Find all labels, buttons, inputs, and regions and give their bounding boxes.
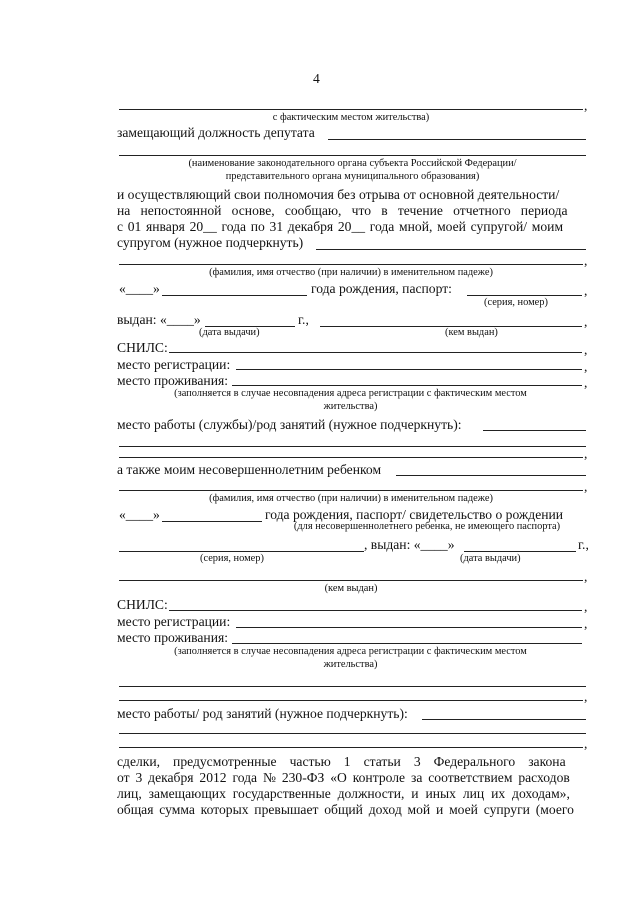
label-birth-passport: года рождения, паспорт: — [311, 281, 452, 296]
comma: , — [584, 479, 588, 494]
passport-series-field[interactable] — [467, 295, 582, 296]
fill-line[interactable] — [119, 733, 586, 734]
paragraph-line: и осуществляющий свои полномочия без отрыва от основной деятельности/ — [117, 187, 560, 202]
comma: , — [584, 736, 588, 751]
paragraph-line: супругом (нужное подчеркнуть) — [117, 235, 304, 250]
fill-line[interactable] — [119, 686, 586, 687]
child-birth-date-field[interactable] — [162, 521, 262, 522]
paragraph-line: от 3 декабря 2012 года № 230-ФЗ «О контроле за соответствием расходов — [117, 770, 570, 785]
child-residence-field[interactable] — [232, 643, 582, 644]
paragraph-line: лиц, замещающих государственные должности, и иных лиц их доходам», — [117, 786, 570, 801]
caption: (фамилия, имя отчество (при наличии) в именительном падеже) — [209, 267, 493, 278]
child-field[interactable] — [396, 475, 586, 476]
fill-line[interactable] — [119, 747, 583, 748]
caption: (серия, номер) — [484, 297, 548, 308]
child-issue-date-field[interactable] — [464, 551, 576, 552]
caption: (для несовершеннолетнего ребенка, не имеющего паспорта) — [293, 521, 561, 532]
child-issued-by-field[interactable] — [119, 580, 583, 581]
workplace-field[interactable] — [483, 430, 586, 431]
label-workplace: место работы (службы)/род занятий (нужное подчеркнуть): — [117, 417, 462, 432]
comma: , — [584, 253, 588, 268]
snils-field[interactable] — [169, 352, 582, 353]
comma: , — [584, 98, 588, 113]
caption: (кем выдан) — [324, 583, 378, 594]
caption: представительного органа муниципального образования) — [225, 171, 480, 182]
comma: , — [584, 569, 588, 584]
caption: (заполняется в случае несовпадения адреса регистрации с фактическим местом — [174, 646, 527, 657]
child-passport-series-field[interactable] — [119, 551, 364, 552]
label-registration: место регистрации: — [117, 357, 231, 372]
label-snils: СНИЛС: — [117, 597, 168, 612]
paragraph-line: на непостоянной основе, сообщаю, что в течение отчетного периода — [117, 203, 568, 218]
caption: (дата выдачи) — [460, 553, 521, 564]
workplace-field-line[interactable] — [119, 446, 586, 447]
fill-line[interactable] — [119, 155, 586, 156]
paragraph-line: общая сумма которых превышает общий доход мой и моей супруги (моего — [117, 802, 574, 817]
comma: , — [584, 446, 588, 461]
label-deputy-position: замещающий должность депутата — [117, 125, 315, 140]
caption: (серия, номер) — [200, 553, 264, 564]
comma: , — [584, 375, 588, 390]
birth-date-field[interactable] — [162, 295, 307, 296]
label-residence: место проживания: — [117, 630, 229, 645]
comma: , — [584, 314, 588, 329]
comma: , — [584, 359, 588, 374]
comma: , — [584, 283, 588, 298]
child-snils-field[interactable] — [169, 610, 582, 611]
caption: (заполняется в случае несовпадения адреса регистрации с фактическим местом — [174, 388, 527, 399]
label-year: г., — [298, 312, 309, 327]
caption: (наименование законодательного органа субъекта Российской Федерации/ — [188, 158, 517, 169]
fill-line[interactable] — [119, 700, 583, 701]
residence-field[interactable] — [232, 385, 582, 386]
caption: жительства) — [323, 659, 378, 670]
comma: , — [584, 689, 588, 704]
label-registration: место регистрации: — [117, 614, 231, 629]
caption: жительства) — [323, 401, 378, 412]
deputy-position-field[interactable] — [328, 139, 586, 140]
paragraph-line: сделки, предусмотренные частью 1 статьи 3 Федерального закона — [117, 754, 566, 769]
label-child: а также моим несовершеннолетним ребенком — [117, 462, 382, 477]
caption: (фамилия, имя отчество (при наличии) в именительном падеже) — [209, 493, 493, 504]
registration-field[interactable] — [236, 369, 582, 370]
spouse-name-field[interactable] — [119, 264, 583, 265]
caption: (дата выдачи) — [199, 327, 260, 338]
caption: (кем выдан) — [445, 327, 498, 338]
label-snils: СНИЛС: — [117, 340, 168, 355]
birth-day-field: «____» — [119, 281, 160, 296]
label-child-workplace: место работы/ род занятий (нужное подчеркнуть): — [117, 706, 408, 721]
child-workplace-field[interactable] — [422, 719, 586, 720]
workplace-field-line[interactable] — [119, 457, 583, 458]
child-registration-field[interactable] — [236, 627, 582, 628]
spouse-field[interactable] — [316, 249, 586, 250]
page-number: 4 — [313, 71, 320, 86]
label-child-birth-passport: года рождения, паспорт/ свидетельство о рождении — [265, 507, 564, 522]
comma: , — [584, 599, 588, 614]
label-child-issued: , выдан: «____» — [364, 537, 455, 552]
child-name-field[interactable] — [119, 490, 583, 491]
paragraph-line: с 01 января 20__ года по 31 декабря 20__ года мной, моей супругой/ моим — [117, 219, 564, 234]
label-residence: место проживания: — [117, 373, 229, 388]
comma: , — [584, 342, 588, 357]
fill-line[interactable] — [119, 109, 583, 110]
label-year: г., — [578, 537, 589, 552]
comma: , — [584, 616, 588, 631]
label-issued: выдан: «____» — [117, 312, 201, 327]
child-birth-day-field: «____» — [119, 507, 160, 522]
caption: с фактическим местом жительства) — [272, 112, 430, 123]
